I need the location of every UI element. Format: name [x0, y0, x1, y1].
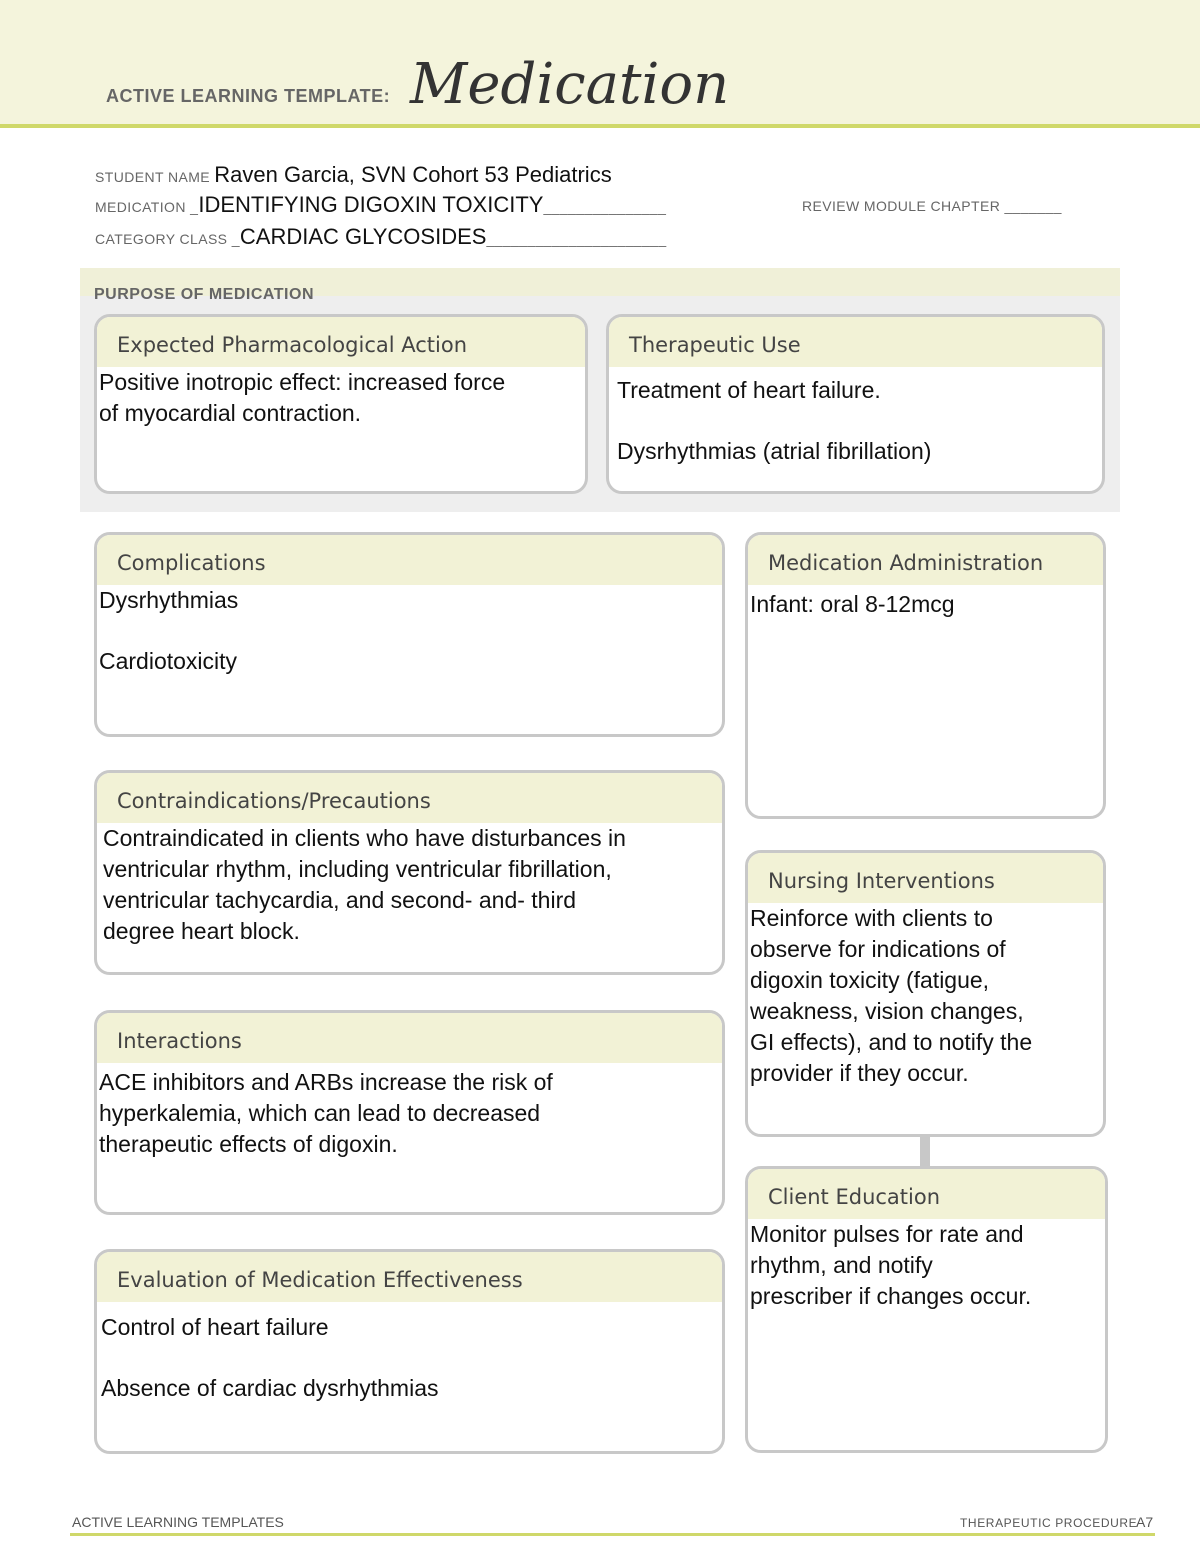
therapeutic-use-box	[606, 314, 1105, 494]
student-name-row	[95, 162, 612, 188]
interactions-title: Interactions	[97, 1013, 722, 1063]
footer-rule	[70, 1533, 1155, 1536]
page-number: A7	[1136, 1514, 1154, 1530]
review-module-label: REVIEW MODULE CHAPTER	[802, 198, 1001, 214]
review-module-row	[802, 198, 1062, 214]
client-education-text[interactable]: Monitor pulses for rate and rhythm, and notify prescriber if changes occur.	[750, 1221, 1032, 1309]
administration-text[interactable]: Infant: oral 8-12mcg	[750, 591, 955, 617]
nursing-interventions-title: Nursing Interventions	[748, 853, 1103, 903]
therapeutic-use-text[interactable]: Treatment of heart failure. Dysrhythmias (atrial fibrillation)	[617, 377, 932, 464]
interactions-text[interactable]: ACE inhibitors and ARBs increase the risk of hyperkalemia, which can lead to decreased therapeutic effects of digoxin.	[99, 1069, 553, 1157]
template-label: ACTIVE LEARNING TEMPLATE:	[106, 86, 391, 106]
footer-left: ACTIVE LEARNING TEMPLATES	[72, 1514, 284, 1530]
expected-action-text[interactable]: Positive inotropic effect: increased force of myocardial contraction.	[99, 369, 506, 426]
complications-box	[94, 532, 725, 737]
interactions-box	[94, 1010, 725, 1215]
student-name-label: STUDENT NAME	[95, 169, 210, 185]
medication-label: MEDICATION	[95, 199, 186, 215]
student-name-field[interactable]: Raven Garcia, SVN Cohort 53 Pediatrics	[214, 162, 612, 187]
category-field[interactable]: CARDIAC GLYCOSIDES	[239, 224, 487, 249]
nursing-interventions-box	[745, 850, 1106, 1137]
administration-title: Medication Administration	[748, 535, 1103, 585]
client-education-box	[745, 1166, 1108, 1453]
purpose-label: PURPOSE OF MEDICATION	[94, 286, 314, 303]
therapeutic-use-title: Therapeutic Use	[609, 317, 1102, 367]
expected-action-box	[94, 314, 588, 494]
category-label: CATEGORY CLASS	[95, 231, 228, 247]
medication-row: MEDICATION _IDENTIFYING DIGOXIN TOXICITY_______________	[95, 192, 667, 217]
client-education-title: Client Education	[748, 1169, 1105, 1219]
complications-text[interactable]: Dysrhythmias Cardiotoxicity	[99, 587, 239, 674]
expected-action-title: Expected Pharmacological Action	[97, 317, 585, 367]
review-module-field[interactable]: _______	[1004, 198, 1062, 214]
complications-title: Complications	[97, 535, 722, 585]
footer-right: THERAPEUTIC PROCEDURE	[960, 1516, 1138, 1530]
medication-field[interactable]: IDENTIFYING DIGOXIN TOXICITY	[198, 192, 544, 217]
evaluation-title: Evaluation of Medication Effectiveness	[97, 1252, 722, 1302]
page-title: Medication	[410, 52, 730, 117]
contraindications-text[interactable]: Contraindicated in clients who have disturbances in ventricular rhythm, including ventricular fibrillation, ventricular tachycardia, and second- and- third degree heart block.	[103, 825, 626, 944]
contraindications-title: Contraindications/Precautions	[97, 773, 722, 823]
connector-line	[920, 1134, 930, 1166]
nursing-interventions-text[interactable]: Reinforce with clients to observe for indications of digoxin toxicity (fatigue, weakness, vision changes, GI effects), and to notify the provider if they occur.	[750, 905, 1033, 1086]
category-row: CATEGORY CLASS _CARDIAC GLYCOSIDES______________________	[95, 224, 667, 249]
evaluation-box	[94, 1249, 725, 1454]
contraindications-box	[94, 770, 725, 975]
administration-box	[745, 532, 1106, 819]
evaluation-text[interactable]: Control of heart failure Absence of cardiac dysrhythmias	[101, 1314, 439, 1401]
